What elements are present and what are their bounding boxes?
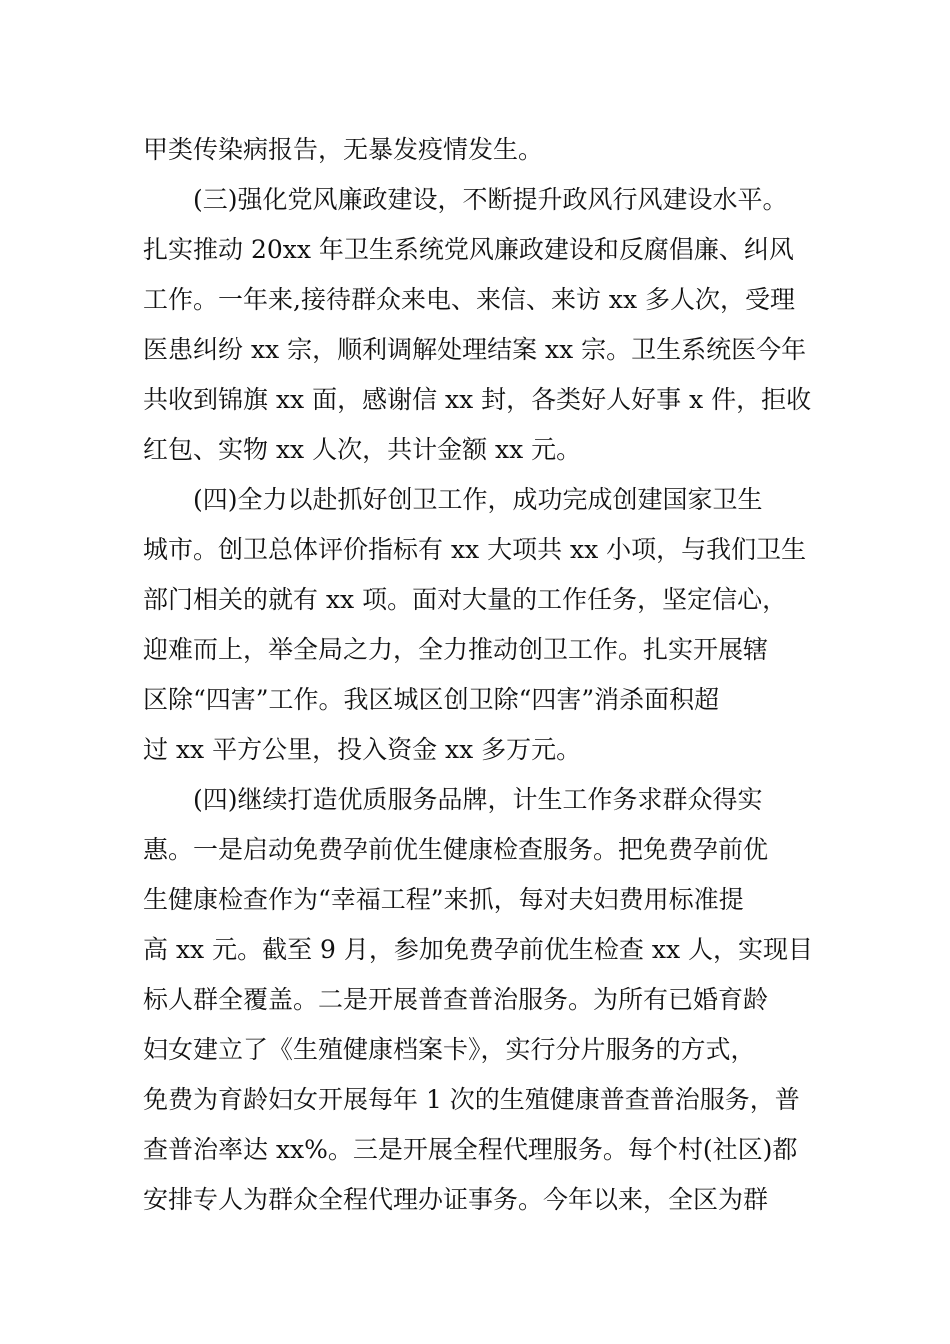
text-line: 查普治率达 xx%。三是开展全程代理服务。每个村(社区)都 <box>143 1135 798 1164</box>
text-line: 妇女建立了《生殖健康档案卡》，实行分片服务的方式， <box>143 1035 756 1064</box>
section-heading-3: (三)强化党风廉政建设，不断提升政风行风建设水平。 <box>193 185 788 214</box>
text-line: 生健康检查作为“幸福工程”来抓，每对夫妇费用标准提 <box>143 885 744 914</box>
text-line: 共收到锦旗 xx 面，感谢信 xx 封，各类好人好事 x 件，拒收 <box>143 385 812 414</box>
text-line: 免费为育龄妇女开展每年 1 次的生殖健康普查普治服务，普 <box>143 1085 800 1114</box>
text-line: 迎难而上，举全局之力，全力推动创卫工作。扎实开展辖 <box>143 635 769 664</box>
text-line: 部门相关的就有 xx 项。面对大量的工作任务，坚定信心， <box>143 585 788 614</box>
text-line: 甲类传染病报告，无暴发疫情发生。 <box>143 135 544 164</box>
section-heading-4b: (四)继续打造优质服务品牌，计生工作务求群众得实 <box>193 785 763 814</box>
text-line: 工作。一年来,接待群众来电、来信、来访 xx 多人次，受理 <box>143 285 796 314</box>
text-line: 扎实推动 20xx 年卫生系统党风廉政建设和反腐倡廉、纠风 <box>143 235 794 264</box>
text-line: 安排专人为群众全程代理办证事务。今年以来，全区为群 <box>143 1185 769 1214</box>
text-line: 医患纠纷 xx 宗，顺利调解处理结案 xx 宗。卫生系统医今年 <box>143 335 807 364</box>
text-line: 区除“四害”工作。我区城区创卫除“四害”消杀面积超 <box>143 685 720 714</box>
section-heading-4: (四)全力以赴抓好创卫工作，成功完成创建国家卫生 <box>193 485 763 514</box>
text-line: 惠。一是启动免费孕前优生健康检查服务。把免费孕前优 <box>143 835 769 864</box>
text-line: 过 xx 平方公里，投入资金 xx 多万元。 <box>143 735 582 764</box>
text-line: 标人群全覆盖。二是开展普查普治服务。为所有已婚育龄 <box>143 985 769 1014</box>
text-line: 红包、实物 xx 人次，共计金额 xx 元。 <box>143 435 582 464</box>
text-line: 城市。创卫总体评价指标有 xx 大项共 xx 小项，与我们卫生 <box>143 535 807 564</box>
text-line: 高 xx 元。截至 9 月，参加免费孕前优生检查 xx 人，实现目 <box>143 935 813 964</box>
